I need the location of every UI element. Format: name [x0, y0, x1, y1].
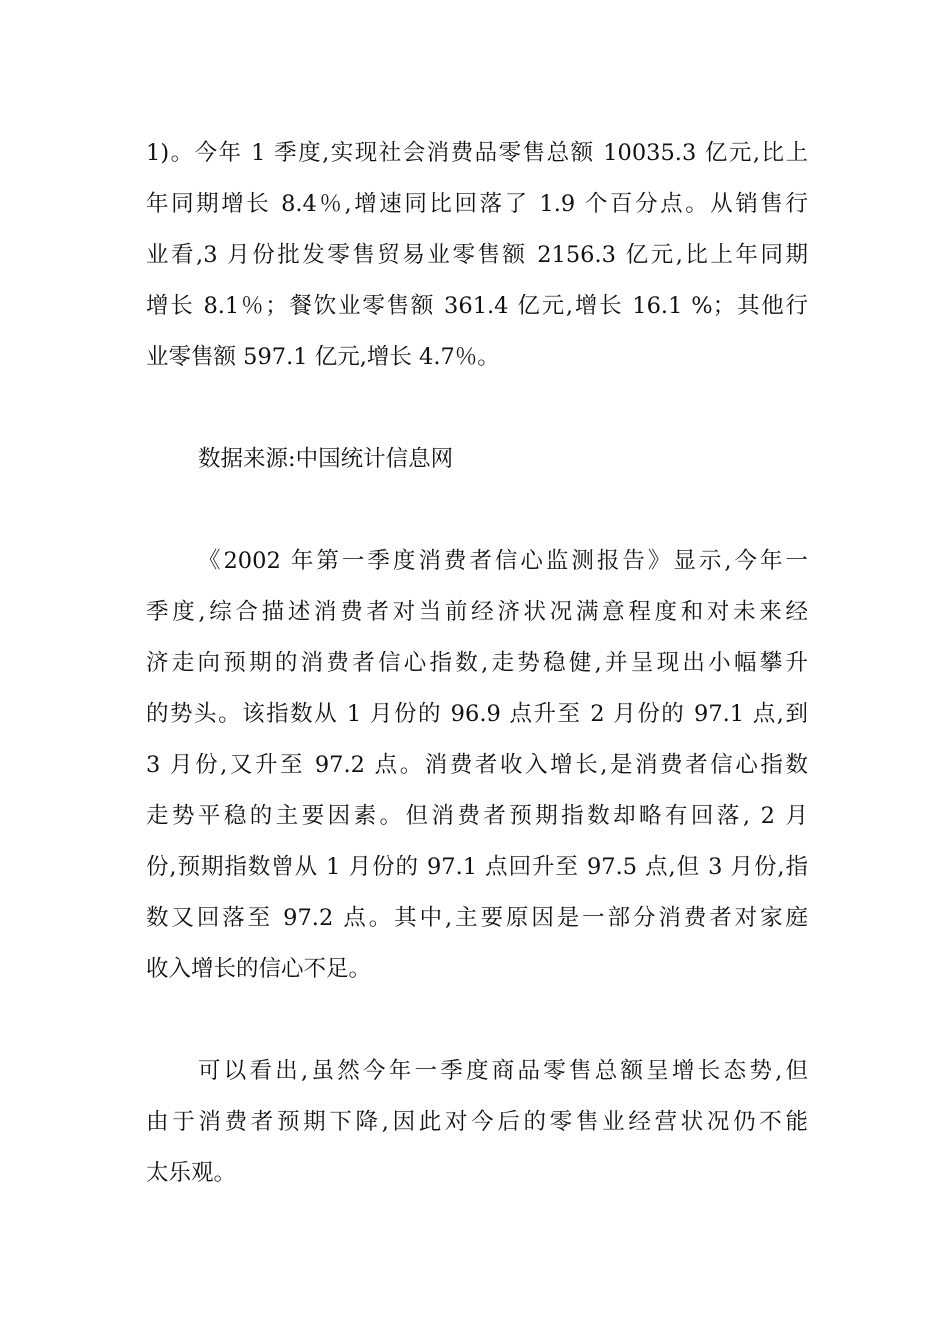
text-line: 济走向预期的消费者信心指数,走势稳健,并呈现出小幅攀升 — [146, 650, 808, 676]
document-page — [146, 128, 808, 1199]
text-line: 季度,综合描述消费者对当前经济状况满意程度和对未来经 — [146, 599, 808, 625]
paragraph-gap — [146, 383, 808, 434]
text-line: 由于消费者预期下降,因此对今后的零售业经营状况仍不能 — [146, 1109, 808, 1135]
paragraph-gap — [146, 995, 808, 1046]
text-line: 年同期增长 8.4％,增速同比回落了 1.9 个百分点。从销售行 — [146, 191, 808, 217]
paragraph-gap — [146, 485, 808, 536]
data-source-line: 数据来源:中国统计信息网 — [198, 446, 454, 472]
paragraph-retail-sales — [146, 128, 808, 383]
text-line: 《2002 年第一季度消费者信心监测报告》显示,今年一 — [198, 548, 808, 574]
text-line: 增长 8.1％；餐饮业零售额 361.4 亿元,增长 16.1 %；其他行 — [146, 293, 808, 319]
text-line: 1)。今年 1 季度,实现社会消费品零售总额 10035.3 亿元,比上 — [146, 140, 808, 166]
text-line: 太乐观。 — [146, 1160, 237, 1186]
text-line: 走势平稳的主要因素。但消费者预期指数却略有回落, 2 月 — [146, 803, 808, 829]
text-line: 可以看出,虽然今年一季度商品零售总额呈增长态势,但 — [198, 1058, 808, 1084]
text-line: 3 月份,又升至 97.2 点。消费者收入增长,是消费者信心指数 — [146, 752, 808, 778]
text-line: 数又回落至 97.2 点。其中,主要原因是一部分消费者对家庭 — [146, 905, 808, 931]
text-line: 业零售额 597.1 亿元,增长 4.7％。 — [146, 344, 500, 370]
text-line: 收入增长的信心不足。 — [146, 956, 372, 982]
text-line: 业看,3 月份批发零售贸易业零售额 2156.3 亿元,比上年同期 — [146, 242, 808, 268]
text-line: 的势头。该指数从 1 月份的 96.9 点升至 2 月份的 97.1 点,到 — [146, 701, 808, 727]
text-line: 份,预期指数曾从 1 月份的 97.1 点回升至 97.5 点,但 3 月份,指 — [146, 854, 808, 880]
paragraph-consumer-confidence — [146, 536, 808, 995]
paragraph-conclusion — [146, 1046, 808, 1199]
